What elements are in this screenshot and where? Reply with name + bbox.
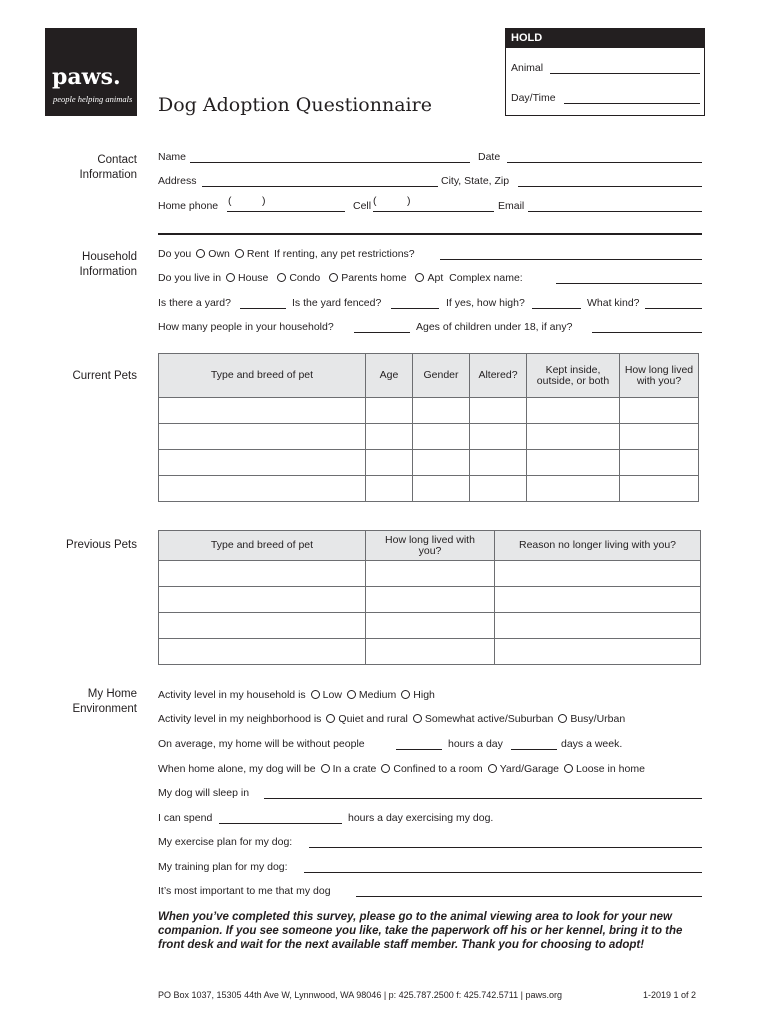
days-field[interactable] bbox=[511, 749, 557, 750]
house-radio[interactable] bbox=[226, 273, 235, 282]
complex-field[interactable] bbox=[556, 283, 702, 284]
home-phone-label: Home phone bbox=[158, 200, 219, 212]
cp-header-type: Type and breed of pet bbox=[159, 354, 366, 398]
confined-label: Confined to a room bbox=[393, 763, 483, 775]
somewhat-radio[interactable] bbox=[413, 714, 422, 723]
restrictions-field[interactable] bbox=[440, 259, 702, 260]
training-plan-label: My training plan for my dog: bbox=[158, 861, 288, 873]
table-row[interactable] bbox=[159, 613, 701, 639]
medium-radio[interactable] bbox=[347, 690, 356, 699]
pp-header-how-long: How long lived with you? bbox=[366, 531, 495, 561]
yard-label: Is there a yard? bbox=[158, 297, 231, 309]
low-radio[interactable] bbox=[311, 690, 320, 699]
medium-label: Medium bbox=[358, 689, 397, 701]
logo-word: paws. bbox=[52, 64, 121, 90]
activity-neighborhood-row bbox=[158, 713, 625, 725]
spend-field[interactable] bbox=[219, 823, 342, 824]
own-rent-row bbox=[158, 248, 415, 260]
table-row[interactable] bbox=[159, 476, 699, 502]
apt-label: Apt bbox=[427, 272, 444, 284]
sleep-label: My dog will sleep in bbox=[158, 787, 250, 799]
rent-label: Rent bbox=[246, 248, 270, 260]
page-title: Dog Adoption Questionnaire bbox=[158, 94, 432, 116]
current-pets-header-row bbox=[159, 354, 699, 398]
pp-header-reason: Reason no longer living with you? bbox=[495, 531, 701, 561]
yard-garage-radio[interactable] bbox=[488, 764, 497, 773]
confined-radio[interactable] bbox=[381, 764, 390, 773]
exercising-label: hours a day exercising my dog. bbox=[348, 812, 494, 824]
without-people-label: On average, my home will be without people bbox=[158, 738, 365, 750]
spend-label: I can spend bbox=[158, 812, 213, 824]
cp-header-how-long: How long lived with you? bbox=[620, 354, 699, 398]
yard-field[interactable] bbox=[240, 308, 286, 309]
activity-neighborhood-label: Activity level in my neighborhood is bbox=[158, 713, 322, 725]
activity-household-label: Activity level in my household is bbox=[158, 689, 306, 701]
previous-pets-header-row bbox=[159, 531, 701, 561]
how-high-label: If yes, how high? bbox=[446, 297, 525, 309]
people-field[interactable] bbox=[354, 332, 410, 333]
logo-tagline: people helping animals bbox=[53, 94, 133, 104]
table-row[interactable] bbox=[159, 561, 701, 587]
people-label: How many people in your household? bbox=[158, 321, 334, 333]
do-you-label: Do you bbox=[158, 248, 192, 260]
fenced-label: Is the yard fenced? bbox=[292, 297, 382, 309]
complex-label: Complex name: bbox=[449, 272, 523, 284]
section-divider bbox=[158, 233, 702, 235]
busy-radio[interactable] bbox=[558, 714, 567, 723]
hold-animal-label: Animal bbox=[511, 62, 544, 74]
condo-radio[interactable] bbox=[277, 273, 286, 282]
rent-radio[interactable] bbox=[235, 249, 244, 258]
condo-label: Condo bbox=[289, 272, 321, 284]
crate-radio[interactable] bbox=[321, 764, 330, 773]
page-number: 1-2019 1 of 2 bbox=[643, 990, 697, 1000]
cell-label: Cell bbox=[353, 200, 372, 212]
home-alone-label: When home alone, my dog will be bbox=[158, 763, 316, 775]
pp-header-type: Type and breed of pet bbox=[159, 531, 366, 561]
section-home-environment: My Home Environment bbox=[72, 688, 137, 715]
cell-paren-open: ( bbox=[373, 195, 377, 207]
home-phone-field[interactable] bbox=[227, 211, 345, 212]
table-row[interactable] bbox=[159, 639, 701, 665]
high-radio[interactable] bbox=[401, 690, 410, 699]
email-field[interactable] bbox=[528, 211, 702, 212]
yard-garage-label: Yard/Garage bbox=[499, 763, 560, 775]
busy-label: Busy/Urban bbox=[570, 713, 626, 725]
hold-header: HOLD bbox=[506, 29, 704, 48]
own-radio[interactable] bbox=[196, 249, 205, 258]
hold-animal-line[interactable] bbox=[550, 73, 700, 74]
hold-daytime-line[interactable] bbox=[564, 103, 700, 104]
live-in-row bbox=[158, 272, 523, 284]
important-field[interactable] bbox=[356, 896, 702, 897]
exercise-plan-field[interactable] bbox=[309, 847, 702, 848]
home-phone-paren-open: ( bbox=[228, 195, 232, 207]
home-alone-row bbox=[158, 763, 645, 775]
address-label: Address bbox=[158, 175, 197, 187]
apt-radio[interactable] bbox=[415, 273, 424, 282]
cp-header-kept: Kept inside, outside, or both bbox=[527, 354, 620, 398]
home-phone-paren-close: ) bbox=[262, 195, 266, 207]
house-label: House bbox=[238, 272, 269, 284]
how-high-field[interactable] bbox=[532, 308, 581, 309]
parents-label: Parents home bbox=[341, 272, 407, 284]
children-field[interactable] bbox=[592, 332, 702, 333]
name-field[interactable] bbox=[190, 162, 470, 163]
hold-box bbox=[505, 28, 705, 116]
low-label: Low bbox=[322, 689, 342, 701]
city-label: City, State, Zip bbox=[441, 175, 510, 187]
section-contact: Contact Information bbox=[79, 154, 137, 181]
crate-label: In a crate bbox=[332, 763, 377, 775]
parents-radio[interactable] bbox=[329, 273, 338, 282]
table-row[interactable] bbox=[159, 587, 701, 613]
cp-header-altered: Altered? bbox=[470, 354, 527, 398]
somewhat-label: Somewhat active/Suburban bbox=[424, 713, 554, 725]
training-plan-field[interactable] bbox=[304, 872, 702, 873]
fenced-field[interactable] bbox=[391, 308, 439, 309]
table-row[interactable] bbox=[159, 450, 699, 476]
own-label: Own bbox=[208, 248, 230, 260]
quiet-radio[interactable] bbox=[326, 714, 335, 723]
kind-label: What kind? bbox=[587, 297, 640, 309]
sleep-field[interactable] bbox=[264, 798, 702, 799]
hold-daytime-label: Day/Time bbox=[511, 92, 556, 104]
closing-instructions: When you’ve completed this survey, please go to the animal viewing area to look for your new companion. If you see someone you like, take the paperwork off his or her kennel, bring it to the front desk and wait for the next available staff member. Thank you for choosing to adopt! bbox=[158, 911, 683, 951]
cp-header-gender: Gender bbox=[413, 354, 470, 398]
exercise-plan-label: My exercise plan for my dog: bbox=[158, 836, 293, 848]
hours-day-label: hours a day bbox=[448, 738, 503, 750]
quiet-label: Quiet and rural bbox=[338, 713, 408, 725]
loose-radio[interactable] bbox=[564, 764, 573, 773]
days-week-label: days a week. bbox=[561, 738, 623, 750]
important-label: It’s most important to me that my dog bbox=[158, 885, 331, 897]
section-current-pets: Current Pets bbox=[72, 370, 137, 382]
footer-contact: PO Box 1037, 15305 44th Ave W, Lynnwood, WA 98046 | p: 425.787.2500 f: 425.742.5711 | paws.org bbox=[158, 990, 562, 1000]
table-row[interactable] bbox=[159, 424, 699, 450]
kind-field[interactable] bbox=[645, 308, 702, 309]
paws-logo bbox=[45, 28, 137, 116]
children-label: Ages of children under 18, if any? bbox=[416, 321, 573, 333]
current-pets-table bbox=[158, 353, 699, 502]
date-label: Date bbox=[478, 151, 501, 163]
activity-household-row bbox=[158, 689, 435, 701]
name-label: Name bbox=[158, 151, 187, 163]
cp-header-age: Age bbox=[366, 354, 413, 398]
cell-field[interactable] bbox=[373, 211, 494, 212]
table-row[interactable] bbox=[159, 398, 699, 424]
restrictions-label: If renting, any pet restrictions? bbox=[273, 248, 415, 260]
address-field[interactable] bbox=[202, 186, 438, 187]
section-household: Household Information bbox=[79, 251, 137, 278]
previous-pets-table bbox=[158, 530, 701, 665]
loose-label: Loose in home bbox=[576, 763, 645, 775]
hours-without-field[interactable] bbox=[396, 749, 442, 750]
high-label: High bbox=[413, 689, 435, 701]
city-field[interactable] bbox=[518, 186, 702, 187]
live-in-label: Do you live in bbox=[158, 272, 222, 284]
cell-paren-close: ) bbox=[407, 195, 411, 207]
section-previous-pets: Previous Pets bbox=[66, 539, 137, 551]
date-field[interactable] bbox=[507, 162, 702, 163]
email-label: Email bbox=[498, 200, 525, 212]
